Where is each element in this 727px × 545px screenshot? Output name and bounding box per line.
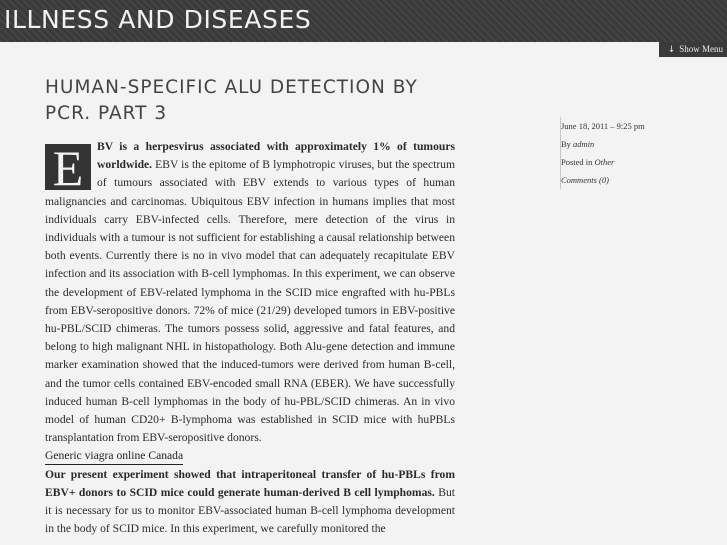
body-text: EBV is the epitome of B lymphotropic viruses, but the spectrum of tumours associated with EBV extends to various types of human malignancies and carcinomas. Ubiquitous EBV infection in humans implies that most individuals carry EBV-infected cells. Therefore, mere detection of the virus in individuals with a tumour is not sufficient for establishing a causal relationship between both events. Currently there is no in vivo model that can adequately recapitulate EBV infection and its association with B-cell lymphomas. In this experiment, we can observe the development of EBV-related lymphoma in the SCID mice engrafted with hu-PBLs from EBV-seropositive donors. 72% of mice (21/29) developed tumors in EBV-positive hu-PBL/SCID chimeras. The tumors possess solid, aggressive and fatal features, and belong to high malignant NHL in histopathology. Both Alu-gene detection and immune marker examination showed that the induced-tumors were derived from human B-cell, and the tumor cells contained EBV-encoded small RNA (EBER). We have successfully induced human B-cell lymphomas in the body of hu-PBL/SCID chimeras. An in vivo model of human CD20+ B-lymphoma was established in SCID mice with huPBLs transplantation from EBV-seropositive donors. bbox=[45, 158, 455, 445]
dropcap: E bbox=[45, 144, 91, 190]
comments-line bbox=[561, 171, 721, 189]
by-label: By bbox=[561, 139, 571, 149]
lead-bold-text: BV is a herpesvirus associated with approximately 1% of tumours worldwide. bbox=[97, 140, 455, 172]
show-menu-button[interactable] bbox=[659, 42, 727, 57]
category-link[interactable]: Other bbox=[594, 157, 615, 167]
post-content bbox=[45, 138, 455, 538]
generic-viagra-link[interactable]: Generic viagra online Canada bbox=[45, 448, 183, 465]
bold-paragraph-text: Our present experiment showed that intraperitoneal transfer of hu-PBLs from EBV+ donors to SCID mice could generate human-derived B cell lymphomas. bbox=[45, 467, 455, 499]
intro-paragraph bbox=[45, 138, 455, 447]
post-date: June 18, 2011 – 9:25 pm bbox=[561, 121, 645, 131]
post-title[interactable]: HUMAN-SPECIFIC ALU DETECTION BY PCR. PART 3 bbox=[45, 77, 418, 124]
show-menu-label: Show Menu bbox=[679, 44, 723, 54]
second-paragraph bbox=[45, 466, 455, 539]
arrow-down-icon: ↓ bbox=[667, 45, 676, 55]
author-link[interactable]: admin bbox=[573, 139, 595, 149]
post-meta bbox=[560, 117, 721, 189]
site-header bbox=[0, 0, 727, 42]
post-author-line bbox=[561, 135, 721, 153]
posted-in-label: Posted in bbox=[561, 157, 593, 167]
tail-text: But it is necessary for us to monitor EBV-associated human B-cell lymphoma development in the body of SCID mice. In this experiment, we carefully monitored the bbox=[45, 485, 455, 536]
site-title[interactable]: ILLNESS AND DISEASES bbox=[4, 5, 312, 34]
comments-link[interactable]: Comments (0) bbox=[561, 175, 609, 185]
post-category-line bbox=[561, 153, 721, 171]
